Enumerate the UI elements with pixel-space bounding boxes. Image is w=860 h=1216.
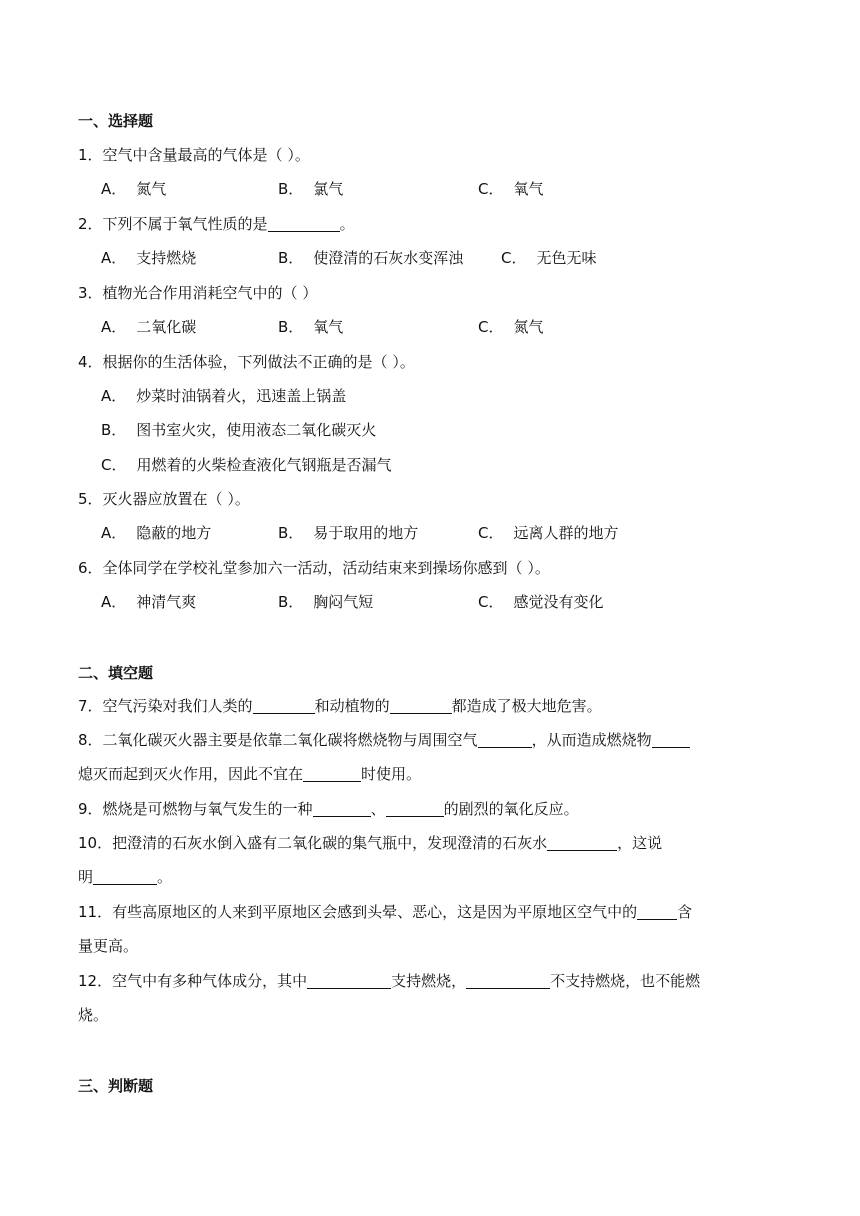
option-q4-c: C． 用燃着的火柴检查液化气钢瓶是否漏气: [101, 456, 392, 474]
answer-blank[interactable]: [386, 800, 444, 817]
question-text: 熄灭而起到灭火作用，因此不宜在: [78, 765, 304, 783]
option-a: A． 二氧化碳: [101, 318, 197, 336]
question-number: 8．: [78, 731, 103, 749]
option-q4-b: B． 图书室火灾，使用液态二氧化碳灭火: [101, 421, 377, 439]
question-text: 时使用。: [361, 765, 422, 783]
options-q3: [101, 316, 791, 340]
section-heading-fill: 二、填空题: [78, 664, 154, 682]
answer-blank[interactable]: [478, 731, 532, 748]
question-text: 空气中有多种气体成分，其中: [112, 972, 308, 990]
question-text: 烧。: [78, 1006, 109, 1024]
question-text: 灭火器应放置在（ ）。: [102, 490, 250, 508]
option-a: A． 隐蔽的地方: [101, 524, 212, 542]
options-q5: [101, 522, 791, 546]
section-heading-judge: 三、判断题: [78, 1077, 154, 1095]
option-a: A． 神清气爽: [101, 593, 197, 611]
option-b: B． 氯气: [278, 180, 344, 198]
question-10-line-2: [78, 860, 784, 894]
question-12-line-2: [78, 998, 784, 1032]
question-number: 6．: [78, 559, 103, 577]
question-text: 和动植物的: [314, 697, 390, 715]
option-c: C． 感觉没有变化: [478, 593, 604, 611]
question-text: 支持燃烧，: [391, 972, 467, 990]
question-number: 10．: [78, 834, 113, 852]
question-text: ，这说: [617, 834, 663, 852]
question-7: [78, 689, 784, 723]
options-q1: [101, 178, 791, 202]
question-3: [78, 276, 784, 310]
question-number: 9．: [78, 800, 103, 818]
question-11: [78, 895, 784, 929]
question-text: 有些高原地区的人来到平原地区会感到头晕、恶心，这是因为平原地区空气中的: [112, 903, 638, 921]
question-text: 空气污染对我们人类的: [102, 697, 253, 715]
question-text: 下列不属于氧气性质的是: [102, 215, 268, 233]
question-text: ，从而造成燃烧物: [531, 731, 652, 749]
option-b: B． 氧气: [278, 318, 344, 336]
answer-blank[interactable]: [637, 903, 677, 920]
option-q4-a: A． 炒菜时油锅着火，迅速盖上锅盖: [101, 387, 347, 405]
question-11-line-2: [78, 929, 784, 963]
question-number: 2．: [78, 215, 103, 233]
question-text: 。: [157, 868, 173, 886]
question-text: 量更高。: [78, 937, 139, 955]
options-q6: [101, 591, 791, 615]
question-text: 明: [78, 868, 94, 886]
option-c: C． 氮气: [478, 318, 544, 336]
question-9: [78, 792, 784, 826]
question-text: 的剧烈的氧化反应。: [443, 800, 579, 818]
answer-blank[interactable]: [547, 834, 617, 851]
question-6: [78, 551, 784, 585]
answer-blank[interactable]: [652, 731, 690, 748]
option-a: A． 支持燃烧: [101, 249, 197, 267]
question-text: 全体同学在学校礼堂参加六一活动，活动结束来到操场你感到（ ）。: [102, 559, 550, 577]
option-a: A． 氮气: [101, 180, 167, 198]
question-number: 5．: [78, 490, 103, 508]
option-b: B． 胸闷气短: [278, 593, 374, 611]
answer-blank[interactable]: [313, 800, 371, 817]
question-1: [78, 138, 784, 172]
question-text: 植物光合作用消耗空气中的（ ）: [102, 284, 318, 302]
question-number: 3．: [78, 284, 103, 302]
answer-blank[interactable]: [303, 765, 361, 782]
option-c: C． 无色无味: [501, 249, 597, 267]
options-q2: [101, 247, 791, 271]
question-number: 12．: [78, 972, 113, 990]
answer-blank[interactable]: [390, 697, 452, 714]
question-text: 根据你的生活体验，下列做法不正确的是（ ）。: [102, 353, 415, 371]
answer-blank[interactable]: [268, 215, 340, 232]
question-2: [78, 207, 784, 241]
option-b: B． 易于取用的地方: [278, 524, 419, 542]
question-text: 把澄清的石灰水倒入盛有二氧化碳的集气瓶中，发现澄清的石灰水: [112, 834, 548, 852]
answer-blank[interactable]: [466, 972, 550, 989]
question-number: 7．: [78, 697, 103, 715]
question-text: 含: [677, 903, 693, 921]
question-4: [78, 345, 784, 379]
question-number: 4．: [78, 353, 103, 371]
question-text: 、: [370, 800, 386, 818]
question-5: [78, 482, 784, 516]
question-text-end: 。: [339, 215, 355, 233]
question-8-line-2: [78, 757, 784, 791]
question-10: [78, 826, 784, 860]
question-8: [78, 723, 784, 757]
option-b: B． 使澄清的石灰水变浑浊: [278, 249, 464, 267]
question-text: 二氧化碳灭火器主要是依靠二氧化碳将燃烧物与周围空气: [102, 731, 478, 749]
answer-blank[interactable]: [93, 868, 157, 885]
question-text: 空气中含量最高的气体是（ ）。: [102, 146, 310, 164]
section-heading-choice: 一、选择题: [78, 112, 154, 130]
question-number: 1．: [78, 146, 103, 164]
question-number: 11．: [78, 903, 113, 921]
answer-blank[interactable]: [253, 697, 315, 714]
option-c: C． 远离人群的地方: [478, 524, 619, 542]
question-text: 燃烧是可燃物与氧气发生的一种: [102, 800, 313, 818]
question-text: 都造成了极大地危害。: [451, 697, 602, 715]
answer-blank[interactable]: [307, 972, 391, 989]
option-c: C． 氧气: [478, 180, 544, 198]
question-12: [78, 964, 784, 998]
question-text: 不支持燃烧，也不能燃: [550, 972, 701, 990]
